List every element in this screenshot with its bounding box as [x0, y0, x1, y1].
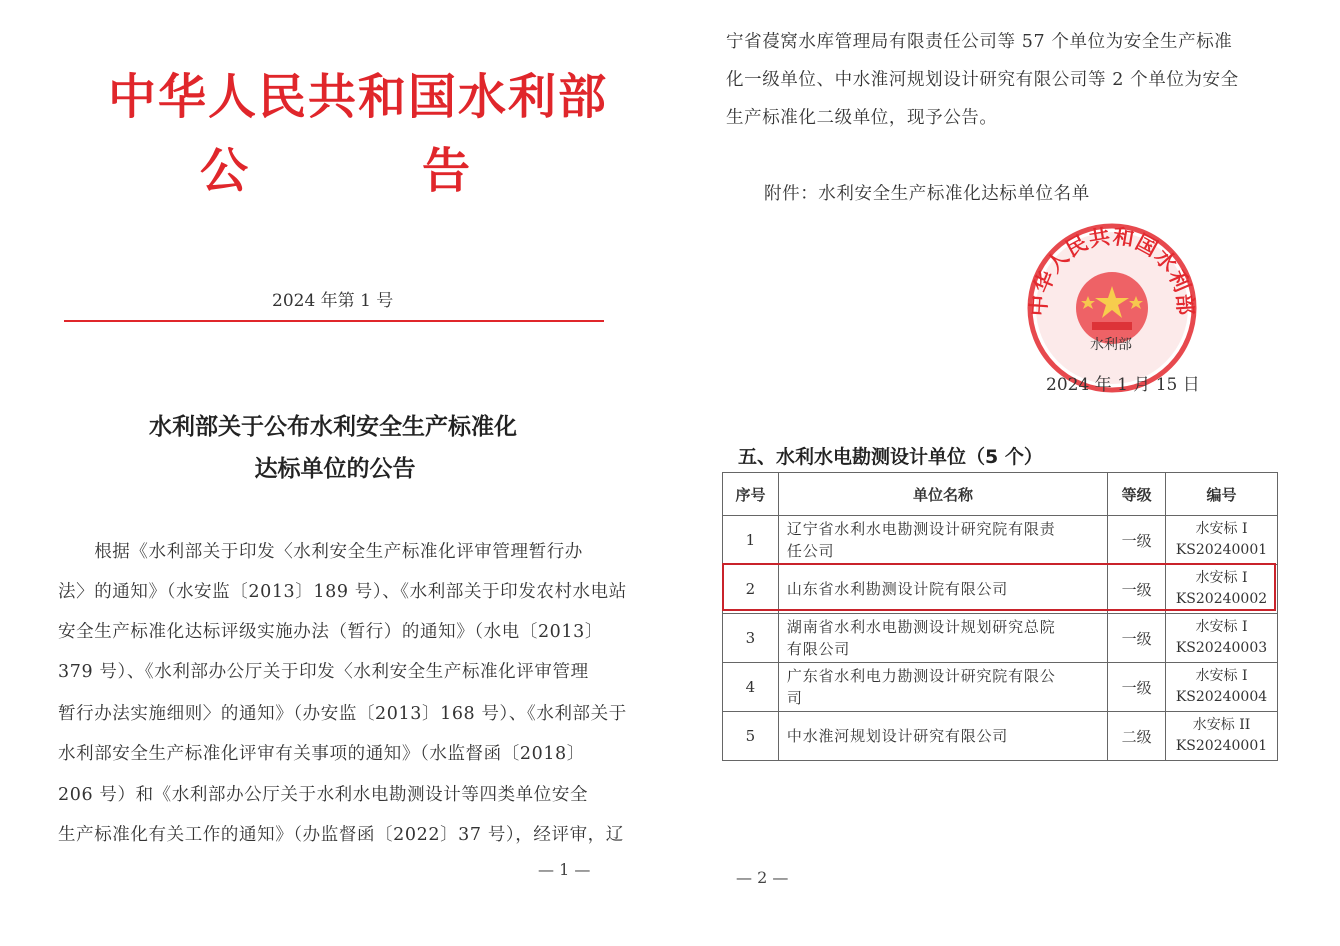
cell-code: 水安标 I KS20240003 [1166, 614, 1278, 663]
cell-unit-name: 山东省水利勘测设计院有限公司 [778, 565, 1107, 614]
announcement-title-line1: 水利部关于公布水利安全生产标准化 [149, 414, 517, 440]
cell-no: 3 [723, 614, 779, 663]
official-seal-icon [1026, 222, 1198, 394]
body-line: 生产标准化二级单位，现予公告。 [726, 108, 998, 128]
cell-unit-name: 湖南省水利水电勘测设计规划研究总院 有限公司 [778, 614, 1107, 663]
highlight-box [722, 563, 1276, 611]
ministry-header-title: 中华人民共和国水利部 [108, 69, 609, 125]
body-line: 206 号）和《水利部办公厅关于水利水电勘测设计等四类单位安全 [58, 785, 589, 805]
table-row [723, 712, 1278, 761]
table-header-row [723, 473, 1278, 516]
red-divider [64, 320, 604, 322]
cell-level: 一级 [1108, 663, 1166, 712]
header-gao: 告 [422, 143, 471, 199]
cell-code: 水安标 I KS20240002 [1166, 565, 1278, 614]
body-line: 生产标准化有关工作的通知》（办监督函〔2022〕37 号），经评审，辽 [58, 825, 624, 845]
cell-no: 5 [723, 712, 779, 761]
body-line: 法〉的通知》（水安监〔2013〕189 号）、《水利部关于印发农村水电站 [58, 582, 627, 602]
table-row [723, 516, 1278, 565]
cell-code: 水安标 II KS20240001 [1166, 712, 1278, 761]
col-header-code: 编号 [1166, 473, 1278, 516]
announcement-title-line2: 达标单位的公告 [254, 456, 416, 482]
body-line: 安全生产标准化达标评级实施办法（暂行）的通知》（水电〔2013〕 [58, 622, 603, 642]
cell-unit-name: 辽宁省水利水电勘测设计研究院有限责 任公司 [778, 516, 1107, 565]
page-number: — 2 — [736, 868, 789, 887]
cell-no: 2 [723, 565, 779, 614]
table-row [723, 663, 1278, 712]
document-number: 2024 年第 1 号 [272, 291, 394, 311]
signing-date: 2024 年 1 月 15 日 [1046, 375, 1200, 395]
cell-level: 一级 [1108, 614, 1166, 663]
cell-no: 1 [723, 516, 779, 565]
body-line: 根据《水利部关于印发〈水利安全生产标准化评审管理暂行办 [58, 542, 583, 562]
cell-unit-name: 中水淮河规划设计研究有限公司 [778, 712, 1107, 761]
cell-level: 一级 [1108, 565, 1166, 614]
page-two [670, 0, 1340, 946]
body-line: 宁省葠窝水库管理局有限责任公司等 57 个单位为安全生产标准 [726, 32, 1233, 52]
seal-outer-text: 中华人民共和国水利部 [1026, 224, 1198, 317]
body-line: 化一级单位、中水淮河规划设计研究有限公司等 2 个单位为安全 [726, 70, 1239, 90]
table-row [723, 614, 1278, 663]
body-line: 暂行办法实施细则〉的通知》（办安监〔2013〕168 号）、《水利部关于 [58, 704, 627, 724]
body-line: 水利部安全生产标准化评审有关事项的通知》（水监督函〔2018〕 [58, 744, 585, 764]
seal-label: 水利部 [1090, 337, 1132, 353]
body-line: 379 号）、《水利部办公厅关于印发〈水利安全生产标准化评审管理 [58, 662, 589, 682]
section-heading: 五、水利水电勘测设计单位（5 个） [738, 446, 1043, 468]
cell-level: 二级 [1108, 712, 1166, 761]
col-header-no: 序号 [723, 473, 779, 516]
header-gong: 公 [200, 143, 249, 199]
col-header-name: 单位名称 [778, 473, 1107, 516]
page-number: — 1 — [538, 860, 591, 879]
col-header-level: 等级 [1108, 473, 1166, 516]
units-table [722, 472, 1278, 761]
cell-unit-name: 广东省水利电力勘测设计研究院有限公 司 [778, 663, 1107, 712]
cell-code: 水安标 I KS20240004 [1166, 663, 1278, 712]
cell-level: 一级 [1108, 516, 1166, 565]
attachment-note: 附件：水利安全生产标准化达标单位名单 [764, 184, 1090, 204]
cell-no: 4 [723, 663, 779, 712]
cell-code: 水安标 I KS20240001 [1166, 516, 1278, 565]
